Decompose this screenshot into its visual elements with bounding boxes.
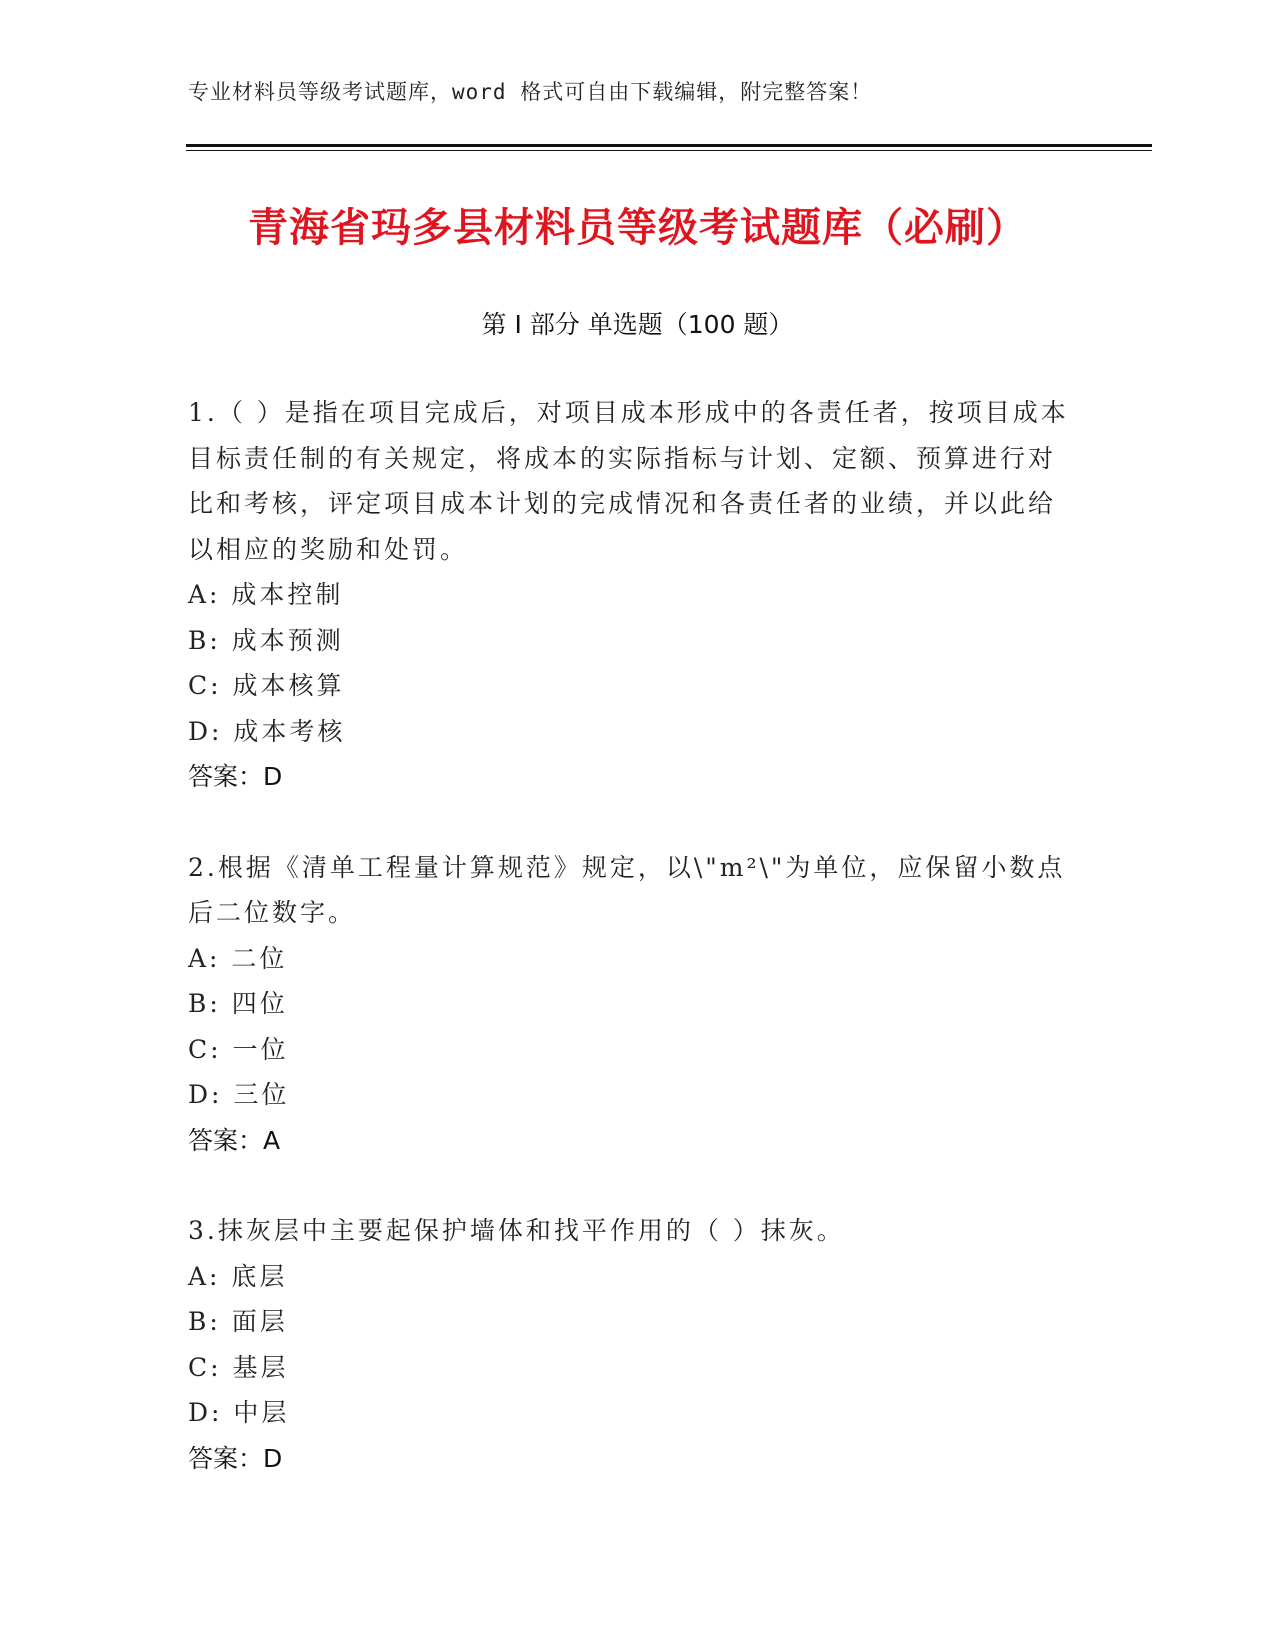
option-d: D: 中层: [188, 1398, 290, 1427]
option-a: A: 二位: [188, 943, 288, 973]
option-d: D: 三位: [188, 1080, 290, 1109]
question-stem: 2.根据《清单工程量计算规范》规定，以\"m²\"为单位，应保留小数点后二位数字。: [188, 852, 1066, 927]
header-note: 专业材料员等级考试题库，word 格式可自由下载编辑，附完整答案！: [188, 80, 873, 104]
question-list: [188, 390, 1078, 1481]
header-rule-thick: [186, 144, 1152, 147]
question-1: [188, 390, 1078, 800]
option-b: B: 面层: [188, 1307, 288, 1336]
section-title: 第 I 部分 单选题（100 题）: [481, 310, 794, 339]
answer: 答案：D: [188, 762, 283, 791]
question-spacer: [188, 1163, 1078, 1208]
option-b: B: 四位: [188, 989, 288, 1018]
option-c: C: 成本核算: [188, 671, 345, 700]
option-c: C: 基层: [188, 1352, 289, 1382]
option-a: A: 成本控制: [188, 580, 344, 609]
header-rule-thin: [186, 150, 1152, 151]
option-a: A: 底层: [188, 1261, 288, 1291]
option-b: B: 成本预测: [188, 625, 344, 655]
question-stem: 3.抹灰层中主要起保护墙体和找平作用的（ ）抹灰。: [188, 1216, 845, 1245]
question-3: [188, 1208, 1078, 1481]
answer: 答案：A: [188, 1125, 281, 1155]
question-spacer: [188, 800, 1078, 845]
document-title: 青海省玛多县材料员等级考试题库（必刷）: [248, 205, 1027, 251]
option-c: C: 一位: [188, 1034, 289, 1064]
question-2: [188, 845, 1078, 1164]
option-d: D: 成本考核: [188, 716, 346, 746]
question-stem: 1.（ ）是指在项目完成后，对项目成本形成中的各责任者，按项目成本目标责任制的有关规定，将成本的实际指标与计划、定额、预算进行对比和考核，评定项目成本计划的完成情况和各责任者的业绩，并以此给以相应的奖励和处罚。: [188, 398, 1069, 564]
answer: 答案：D: [188, 1443, 283, 1473]
